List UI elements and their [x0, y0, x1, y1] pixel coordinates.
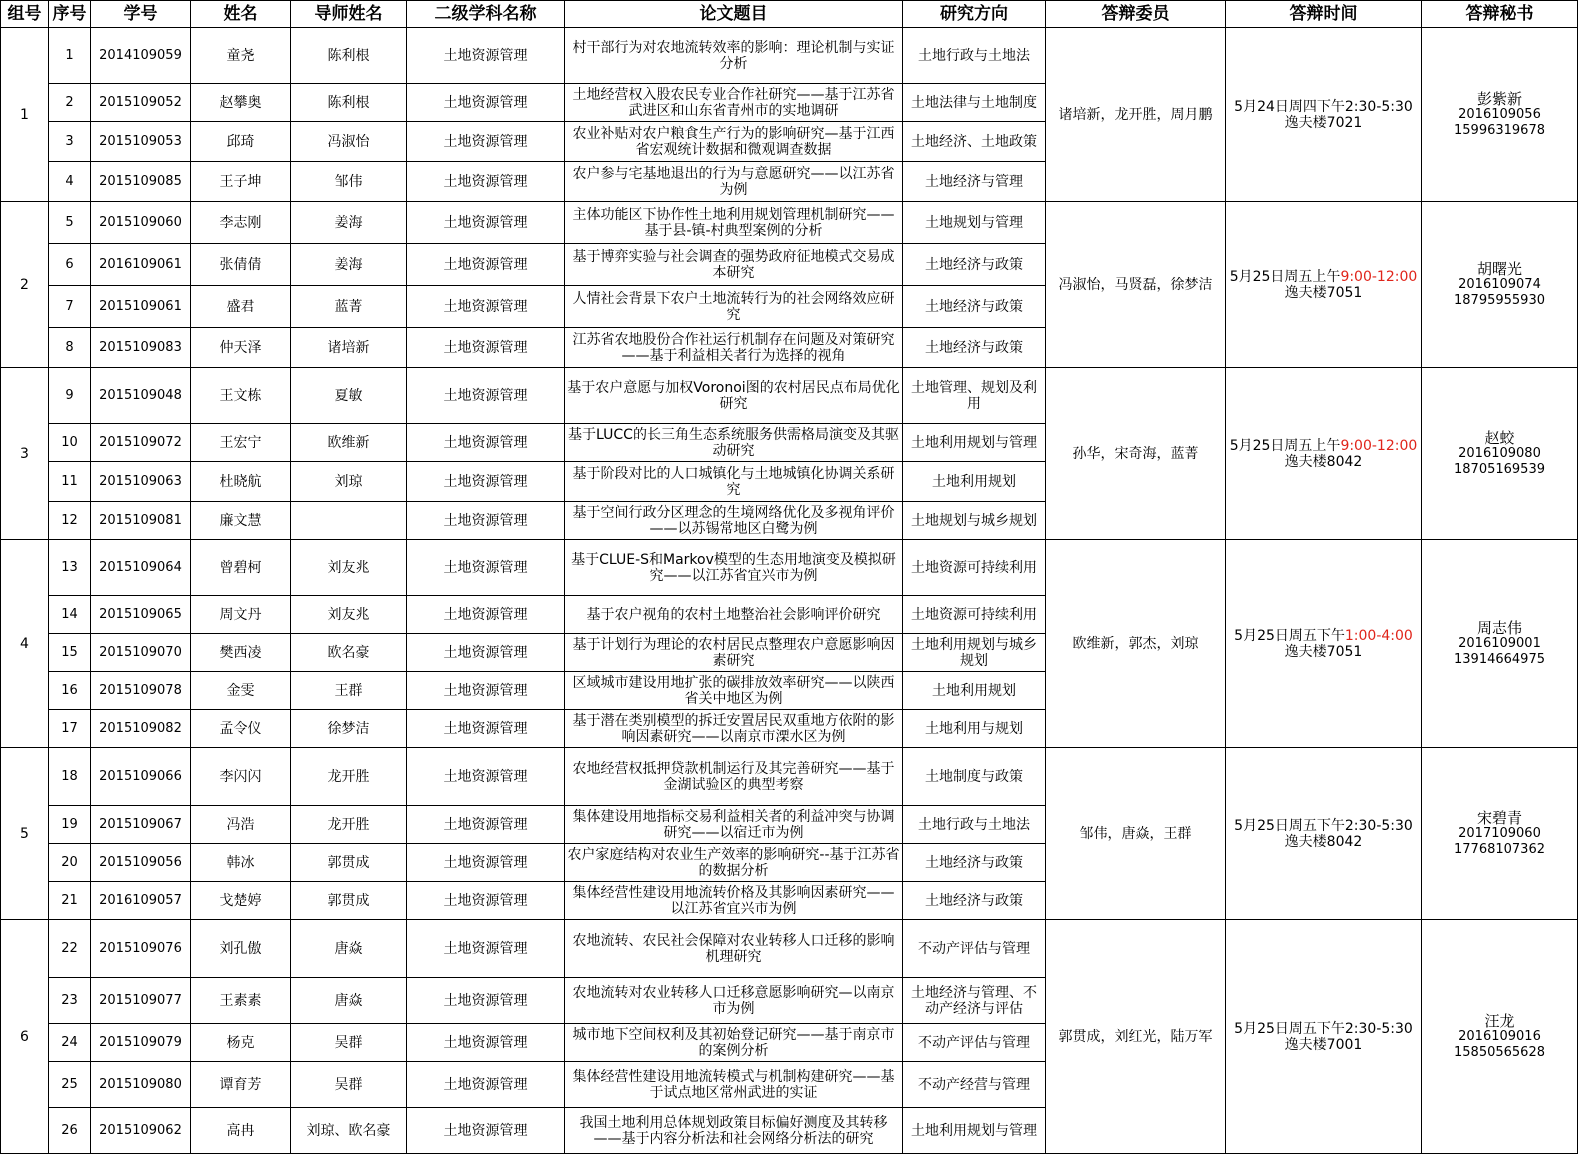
direction-cell: 土地法律与土地制度: [903, 84, 1046, 122]
committee-cell: 欧维新，郭杰，刘琼: [1046, 540, 1226, 748]
student-name-cell: 樊西凌: [191, 634, 291, 672]
student-name-cell: 李志刚: [191, 202, 291, 244]
thesis-title-cell: 基于农户视角的农村土地整治社会影响评价研究: [565, 596, 903, 634]
thesis-title-cell: 人情社会背景下农户土地流转行为的社会网络效应研究: [565, 286, 903, 328]
secretary-name: 汪龙: [1484, 1011, 1515, 1030]
direction-cell: 土地经济与管理: [903, 162, 1046, 202]
time-text: 5月25日周五下午2:30-5:30: [1234, 1020, 1413, 1037]
committee-cell: 孙华，宋奇海，蓝菁: [1046, 368, 1226, 540]
student-name-cell: 冯浩: [191, 806, 291, 844]
advisor-cell: 诸培新: [291, 328, 407, 368]
discipline-cell: 土地资源管理: [407, 806, 565, 844]
direction-cell: 土地经济与管理、不动产经济与评估: [903, 978, 1046, 1024]
student-id-cell: 2015109082: [91, 710, 191, 748]
discipline-cell: 土地资源管理: [407, 672, 565, 710]
seq-cell: 11: [49, 462, 91, 502]
committee-cell: 邹伟，唐焱，王群: [1046, 748, 1226, 920]
seq-cell: 22: [49, 920, 91, 978]
header-name: 姓名: [191, 1, 291, 28]
seq-cell: 13: [49, 540, 91, 596]
student-name-cell: 韩冰: [191, 844, 291, 882]
direction-cell: 土地规划与管理: [903, 202, 1046, 244]
location-text: 逸夫楼8042: [1284, 833, 1363, 850]
defense-time-cell: [1226, 28, 1422, 202]
student-id-cell: 2015109063: [91, 462, 191, 502]
seq-cell: 12: [49, 502, 91, 540]
direction-cell: 不动产评估与管理: [903, 1024, 1046, 1062]
discipline-cell: 土地资源管理: [407, 710, 565, 748]
group-number: 5: [1, 748, 49, 920]
direction-cell: 土地利用规划: [903, 462, 1046, 502]
secretary-id: 2016109080: [1458, 445, 1541, 461]
student-name-cell: 王素素: [191, 978, 291, 1024]
group-number: 6: [1, 920, 49, 1154]
student-name-cell: 金雯: [191, 672, 291, 710]
direction-cell: 土地经济与政策: [903, 844, 1046, 882]
header-discipline: 二级学科名称: [407, 1, 565, 28]
header-secretary: 答辩秘书: [1422, 1, 1578, 28]
advisor-cell: 陈利根: [291, 84, 407, 122]
discipline-cell: 土地资源管理: [407, 202, 565, 244]
direction-cell: 土地行政与土地法: [903, 28, 1046, 84]
thesis-title-cell: 农地流转、农民社会保障对农业转移人口迁移的影响机理研究: [565, 920, 903, 978]
table-row: [1, 540, 1578, 596]
secretary-phone: 18795955930: [1454, 292, 1545, 308]
defense-time-cell: [1226, 748, 1422, 920]
thesis-title-cell: 农地流转对农业转移人口迁移意愿影响研究—以南京市为例: [565, 978, 903, 1024]
discipline-cell: 土地资源管理: [407, 502, 565, 540]
student-name-cell: 仲天泽: [191, 328, 291, 368]
time-line: [1228, 818, 1419, 834]
thesis-title-cell: 农地经营权抵押贷款机制运行及其完善研究——基于金湖试验区的典型考察: [565, 748, 903, 806]
thesis-title-cell: 基于潜在类别模型的拆迁安置居民双重地方依附的影响因素研究——以南京市溧水区为例: [565, 710, 903, 748]
defense-time-cell: [1226, 368, 1422, 540]
secretary-id: 2016109001: [1458, 635, 1541, 651]
seq-cell: 8: [49, 328, 91, 368]
discipline-cell: 土地资源管理: [407, 748, 565, 806]
thesis-title-cell: 基于农户意愿与加权Voronoi图的农村居民点布局优化研究: [565, 368, 903, 424]
direction-cell: 土地经济与政策: [903, 244, 1046, 286]
discipline-cell: 土地资源管理: [407, 286, 565, 328]
seq-cell: 7: [49, 286, 91, 328]
student-id-cell: 2015109083: [91, 328, 191, 368]
time-highlight: 1:00-4:00: [1344, 627, 1413, 644]
secretary-cell: [1422, 28, 1578, 202]
thesis-title-cell: 基于空间行政分区理念的生境网络优化及多视角评价——以苏锡常地区白鹭为例: [565, 502, 903, 540]
student-id-cell: 2015109079: [91, 1024, 191, 1062]
discipline-cell: 土地资源管理: [407, 162, 565, 202]
student-name-cell: 赵攀奥: [191, 84, 291, 122]
thesis-title-cell: 基于计划行为理论的农村居民点整理农户意愿影响因素研究: [565, 634, 903, 672]
seq-cell: 20: [49, 844, 91, 882]
student-id-cell: 2015109064: [91, 540, 191, 596]
secretary-id: 2016109074: [1458, 276, 1541, 292]
secretary-id: 2016109056: [1458, 106, 1541, 122]
advisor-cell: 陈利根: [291, 28, 407, 84]
advisor-cell: 刘友兆: [291, 596, 407, 634]
discipline-cell: 土地资源管理: [407, 28, 565, 84]
advisor-cell: 欧维新: [291, 424, 407, 462]
seq-cell: 21: [49, 882, 91, 920]
direction-cell: 土地规划与城乡规划: [903, 502, 1046, 540]
student-id-cell: 2014109059: [91, 28, 191, 84]
discipline-cell: 土地资源管理: [407, 634, 565, 672]
student-id-cell: 2015109065: [91, 596, 191, 634]
committee-cell: 诸培新，龙开胜，周月鹏: [1046, 28, 1226, 202]
advisor-cell: 郭贯成: [291, 844, 407, 882]
student-name-cell: 王宏宁: [191, 424, 291, 462]
student-name-cell: 杨克: [191, 1024, 291, 1062]
secretary-phone: 15850565628: [1454, 1044, 1545, 1060]
group-number: 3: [1, 368, 49, 540]
secretary-name: 周志伟: [1476, 618, 1522, 637]
secretary-name: 胡曙光: [1476, 259, 1522, 278]
committee-cell: 冯淑怡，马贤磊，徐梦洁: [1046, 202, 1226, 368]
defense-time-cell: [1226, 920, 1422, 1154]
thesis-title-cell: 土地经营权入股农民专业合作社研究——基于江苏省武进区和山东省青州市的实地调研: [565, 84, 903, 122]
secretary-id: 2017109060: [1458, 825, 1541, 841]
discipline-cell: 土地资源管理: [407, 920, 565, 978]
student-name-cell: 刘孔傲: [191, 920, 291, 978]
secretary-cell: [1422, 202, 1578, 368]
location-text: 逸夫楼7051: [1284, 284, 1363, 301]
direction-cell: 土地管理、规划及利用: [903, 368, 1046, 424]
seq-cell: 6: [49, 244, 91, 286]
header-advisor: 导师姓名: [291, 1, 407, 28]
student-name-cell: 王子坤: [191, 162, 291, 202]
seq-cell: 25: [49, 1062, 91, 1108]
seq-cell: 2: [49, 84, 91, 122]
time-line: [1228, 1021, 1419, 1037]
thesis-title-cell: 我国土地利用总体规划政策目标偏好测度及其转移——基于内容分析法和社会网络分析法的研究: [565, 1108, 903, 1154]
student-name-cell: 盛君: [191, 286, 291, 328]
table-row: [1, 368, 1578, 424]
direction-cell: 土地行政与土地法: [903, 806, 1046, 844]
direction-cell: 土地资源可持续利用: [903, 596, 1046, 634]
thesis-title-cell: 基于阶段对比的人口城镇化与土地城镇化协调关系研究: [565, 462, 903, 502]
student-name-cell: 谭育芳: [191, 1062, 291, 1108]
discipline-cell: 土地资源管理: [407, 596, 565, 634]
secretary-cell: [1422, 920, 1578, 1154]
discipline-cell: 土地资源管理: [407, 462, 565, 502]
time-line: [1228, 99, 1419, 115]
student-name-cell: 高冉: [191, 1108, 291, 1154]
student-id-cell: 2015109070: [91, 634, 191, 672]
discipline-cell: 土地资源管理: [407, 1108, 565, 1154]
table-row: [1, 202, 1578, 244]
discipline-cell: 土地资源管理: [407, 328, 565, 368]
student-name-cell: 戈楚婷: [191, 882, 291, 920]
direction-cell: 土地制度与政策: [903, 748, 1046, 806]
time-text: 5月25日周五下午2:30-5:30: [1234, 817, 1413, 834]
seq-cell: 14: [49, 596, 91, 634]
student-id-cell: 2015109072: [91, 424, 191, 462]
student-id-cell: 2015109062: [91, 1108, 191, 1154]
location-text: 逸夫楼7021: [1284, 114, 1363, 131]
time-highlight: 9:00-12:00: [1340, 268, 1418, 285]
seq-cell: 17: [49, 710, 91, 748]
advisor-cell: 邹伟: [291, 162, 407, 202]
discipline-cell: 土地资源管理: [407, 368, 565, 424]
seq-cell: 18: [49, 748, 91, 806]
secretary-cell: [1422, 368, 1578, 540]
student-name-cell: 周文丹: [191, 596, 291, 634]
header-direction: 研究方向: [903, 1, 1046, 28]
secretary-name: 彭紫新: [1476, 89, 1522, 108]
discipline-cell: 土地资源管理: [407, 882, 565, 920]
student-id-cell: 2015109080: [91, 1062, 191, 1108]
direction-cell: 土地经济与政策: [903, 328, 1046, 368]
advisor-cell: 龙开胜: [291, 806, 407, 844]
direction-cell: 土地利用规划与管理: [903, 1108, 1046, 1154]
thesis-title-cell: 集体建设用地指标交易利益相关者的利益冲突与协调研究——以宿迁市为例: [565, 806, 903, 844]
secretary-cell: [1422, 748, 1578, 920]
seq-cell: 16: [49, 672, 91, 710]
seq-cell: 15: [49, 634, 91, 672]
defense-time-cell: [1226, 202, 1422, 368]
seq-cell: 3: [49, 122, 91, 162]
seq-cell: 1: [49, 28, 91, 84]
header-thesis-title: 论文题目: [565, 1, 903, 28]
student-id-cell: 2015109056: [91, 844, 191, 882]
advisor-cell: 郭贯成: [291, 882, 407, 920]
thesis-title-cell: 基于博弈实验与社会调查的强势政府征地模式交易成本研究: [565, 244, 903, 286]
student-id-cell: 2015109077: [91, 978, 191, 1024]
table-row: [1, 920, 1578, 978]
discipline-cell: 土地资源管理: [407, 540, 565, 596]
advisor-cell: 冯淑怡: [291, 122, 407, 162]
thesis-title-cell: 江苏省农地股份合作社运行机制存在问题及对策研究——基于利益相关者行为选择的视角: [565, 328, 903, 368]
thesis-title-cell: 主体功能区下协作性土地利用规划管理机制研究——基于县-镇-村典型案例的分析: [565, 202, 903, 244]
advisor-cell: 唐焱: [291, 920, 407, 978]
advisor-cell: 刘友兆: [291, 540, 407, 596]
student-id-cell: 2015109081: [91, 502, 191, 540]
seq-cell: 4: [49, 162, 91, 202]
thesis-title-cell: 城市地下空间权利及其初始登记研究——基于南京市的案例分析: [565, 1024, 903, 1062]
student-id-cell: 2016109061: [91, 244, 191, 286]
student-id-cell: 2015109067: [91, 806, 191, 844]
advisor-cell: 吴群: [291, 1062, 407, 1108]
advisor-cell: [291, 502, 407, 540]
secretary-phone: 13914664975: [1454, 651, 1545, 667]
thesis-title-cell: 村干部行为对农地流转效率的影响：理论机制与实证分析: [565, 28, 903, 84]
time-text: 5月25日周五下午: [1234, 627, 1345, 644]
student-id-cell: 2015109066: [91, 748, 191, 806]
student-name-cell: 杜晓航: [191, 462, 291, 502]
secretary-name: 宋碧青: [1476, 808, 1522, 827]
advisor-cell: 姜海: [291, 244, 407, 286]
header-defense-time: 答辩时间: [1226, 1, 1422, 28]
seq-cell: 9: [49, 368, 91, 424]
discipline-cell: 土地资源管理: [407, 844, 565, 882]
direction-cell: 不动产经营与管理: [903, 1062, 1046, 1108]
thesis-title-cell: 农户参与宅基地退出的行为与意愿研究——以江苏省为例: [565, 162, 903, 202]
student-id-cell: 2015109060: [91, 202, 191, 244]
direction-cell: 土地利用与规划: [903, 710, 1046, 748]
advisor-cell: 吴群: [291, 1024, 407, 1062]
direction-cell: 土地资源可持续利用: [903, 540, 1046, 596]
student-name-cell: 李闪闪: [191, 748, 291, 806]
direction-cell: 不动产评估与管理: [903, 920, 1046, 978]
student-id-cell: 2015109076: [91, 920, 191, 978]
header-row: [1, 1, 1578, 28]
advisor-cell: 蓝菁: [291, 286, 407, 328]
thesis-title-cell: 基于LUCC的长三角生态系统服务供需格局演变及其驱动研究: [565, 424, 903, 462]
discipline-cell: 土地资源管理: [407, 424, 565, 462]
student-id-cell: 2015109061: [91, 286, 191, 328]
header-group: 组号: [1, 1, 49, 28]
time-line: [1228, 628, 1419, 644]
discipline-cell: 土地资源管理: [407, 84, 565, 122]
discipline-cell: 土地资源管理: [407, 1024, 565, 1062]
committee-cell: 郭贯成，刘红光，陆万军: [1046, 920, 1226, 1154]
discipline-cell: 土地资源管理: [407, 244, 565, 286]
student-name-cell: 张倩倩: [191, 244, 291, 286]
thesis-title-cell: 区域城市建设用地扩张的碳排放效率研究——以陕西省关中地区为例: [565, 672, 903, 710]
location-text: 逸夫楼7051: [1284, 643, 1363, 660]
advisor-cell: 王群: [291, 672, 407, 710]
student-id-cell: 2015109052: [91, 84, 191, 122]
direction-cell: 土地经济与政策: [903, 286, 1046, 328]
thesis-title-cell: 农业补贴对农户粮食生产行为的影响研究—基于江西省宏观统计数据和微观调查数据: [565, 122, 903, 162]
secretary-phone: 17768107362: [1454, 841, 1545, 857]
seq-cell: 23: [49, 978, 91, 1024]
discipline-cell: 土地资源管理: [407, 1062, 565, 1108]
student-id-cell: 2015109053: [91, 122, 191, 162]
student-name-cell: 廉文慧: [191, 502, 291, 540]
seq-cell: 19: [49, 806, 91, 844]
student-name-cell: 曾碧柯: [191, 540, 291, 596]
thesis-title-cell: 基于CLUE-S和Markov模型的生态用地演变及模拟研究——以江苏省宜兴市为例: [565, 540, 903, 596]
discipline-cell: 土地资源管理: [407, 978, 565, 1024]
thesis-title-cell: 集体经营性建设用地流转模式与机制构建研究——基于试点地区常州武进的实证: [565, 1062, 903, 1108]
direction-cell: 土地经济、土地政策: [903, 122, 1046, 162]
student-id-cell: 2015109085: [91, 162, 191, 202]
location-text: 逸夫楼8042: [1284, 453, 1363, 470]
group-number: 4: [1, 540, 49, 748]
student-name-cell: 邱琦: [191, 122, 291, 162]
advisor-cell: 唐焱: [291, 978, 407, 1024]
student-id-cell: 2015109078: [91, 672, 191, 710]
time-line: [1228, 269, 1419, 285]
time-text: 5月25日周五上午: [1229, 437, 1341, 454]
thesis-title-cell: 集体经营性建设用地流转价格及其影响因素研究——以江苏省宜兴市为例: [565, 882, 903, 920]
time-highlight: 9:00-12:00: [1340, 437, 1418, 454]
seq-cell: 26: [49, 1108, 91, 1154]
header-student-id: 学号: [91, 1, 191, 28]
secretary-id: 2016109016: [1458, 1028, 1541, 1044]
student-id-cell: 2015109048: [91, 368, 191, 424]
time-text: 5月25日周五上午: [1229, 268, 1341, 285]
student-name-cell: 王文栋: [191, 368, 291, 424]
thesis-title-cell: 农户家庭结构对农业生产效率的影响研究--基于江苏省的数据分析: [565, 844, 903, 882]
advisor-cell: 徐梦洁: [291, 710, 407, 748]
student-name-cell: 孟令仪: [191, 710, 291, 748]
group-number: 1: [1, 28, 49, 202]
location-text: 逸夫楼7001: [1284, 1036, 1363, 1053]
header-seq: 序号: [49, 1, 91, 28]
table-row: [1, 28, 1578, 84]
direction-cell: 土地利用规划与管理: [903, 424, 1046, 462]
header-committee: 答辩委员: [1046, 1, 1226, 28]
seq-cell: 24: [49, 1024, 91, 1062]
advisor-cell: 夏敏: [291, 368, 407, 424]
advisor-cell: 刘琼: [291, 462, 407, 502]
advisor-cell: 欧名豪: [291, 634, 407, 672]
secretary-phone: 15996319678: [1454, 122, 1545, 138]
secretary-name: 赵蛟: [1484, 428, 1515, 447]
group-number: 2: [1, 202, 49, 368]
seq-cell: 5: [49, 202, 91, 244]
defense-time-cell: [1226, 540, 1422, 748]
advisor-cell: 刘琼、欧名豪: [291, 1108, 407, 1154]
table-row: [1, 748, 1578, 806]
seq-cell: 10: [49, 424, 91, 462]
student-name-cell: 童尧: [191, 28, 291, 84]
student-id-cell: 2016109057: [91, 882, 191, 920]
time-line: [1228, 438, 1419, 454]
advisor-cell: 龙开胜: [291, 748, 407, 806]
direction-cell: 土地利用规划与城乡规划: [903, 634, 1046, 672]
time-text: 5月24日周四下午2:30-5:30: [1234, 98, 1413, 115]
direction-cell: 土地经济与政策: [903, 882, 1046, 920]
direction-cell: 土地利用规划: [903, 672, 1046, 710]
secretary-cell: [1422, 540, 1578, 748]
advisor-cell: 姜海: [291, 202, 407, 244]
secretary-phone: 18705169539: [1454, 461, 1545, 477]
discipline-cell: 土地资源管理: [407, 122, 565, 162]
